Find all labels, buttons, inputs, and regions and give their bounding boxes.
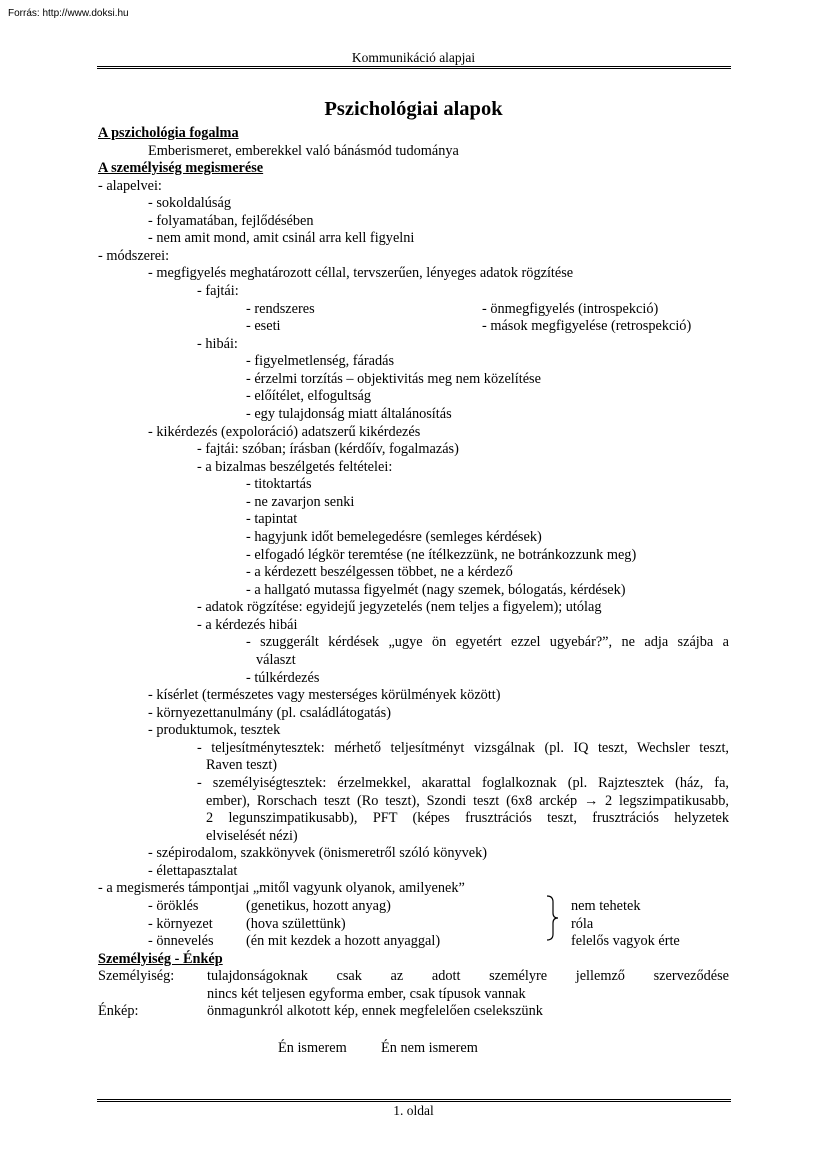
definition-text: Emberismeret, emberekkel való bánásmód tudománya — [148, 143, 459, 159]
list-item: - figyelmetlenség, fáradás — [246, 353, 395, 369]
list-item: - adatok rögzítése: egyidejű jegyzetelés (nem teljes a figyelem); utólag — [197, 599, 602, 615]
page-title: Pszichológiai alapok — [324, 98, 503, 120]
list-item: - sokoldalúság — [148, 195, 231, 211]
list-item: - tapintat — [246, 511, 298, 527]
list-item: - érzelmi torzítás – objektivitás meg nem közelítése — [246, 371, 541, 387]
factor-desc: (genetikus, hozott anyag) — [246, 898, 391, 914]
list-item-continued: elviselését nézi) — [206, 828, 298, 844]
list-item: - eseti — [246, 318, 281, 334]
list-item: - a kérdezett beszélgessen többet, ne a kérdező — [246, 564, 513, 580]
list-item: - személyiségtesztek: érzelmekkel, akarattal foglalkoznak (pl. Rajztesztek (ház, fa, — [197, 775, 729, 791]
johari-label: Én ismerem — [278, 1040, 347, 1056]
list-item: - a kérdezés hibái — [197, 617, 298, 633]
list-item: - alapelvei: — [98, 178, 162, 194]
section-heading: A pszichológia fogalma — [98, 125, 239, 141]
list-item: - önmegfigyelés (introspekció) — [482, 301, 659, 317]
list-item: - rendszeres — [246, 301, 315, 317]
list-item: - a bizalmas beszélgetés feltételei: — [197, 459, 393, 475]
term-definition-continued: nincs két teljesen egyforma ember, csak típusok vannak — [207, 986, 526, 1002]
list-item: - teljesítménytesztek: mérhető teljesítményt vizsgálnak (pl. IQ teszt, Wechsler teszt, — [197, 740, 729, 756]
section-heading: Személyiség - Énkép — [98, 951, 223, 967]
factor-desc: (hova születtünk) — [246, 916, 346, 932]
factor-note: nem tehetek — [571, 898, 641, 914]
list-item-continued: 2 legunszimpatikusabb), PFT (képes frusztrációs teszt, frusztrációs helyzetek — [206, 810, 729, 826]
list-item-continued: Raven teszt) — [206, 757, 278, 773]
johari-label: Én nem ismerem — [381, 1040, 478, 1056]
list-item: - ne zavarjon senki — [246, 494, 355, 510]
list-item: - egy tulajdonság miatt általánosítás — [246, 406, 452, 422]
list-item: - fajtái: szóban; írásban (kérdőív, fogalmazás) — [197, 441, 459, 457]
page-number: 1. oldal — [393, 1103, 434, 1118]
list-item: - szépirodalom, szakkönyvek (önismeretről szóló könyvek) — [148, 845, 488, 861]
list-item: - kísérlet (természetes vagy mesterséges körülmények között) — [148, 687, 501, 703]
source-note: Forrás: http://www.doksi.hu — [8, 8, 129, 19]
term-label: Személyiség: — [98, 968, 175, 984]
factor-name: - környezet — [148, 916, 213, 932]
list-item: - hagyjunk időt bemelegedésre (semleges kérdések) — [246, 529, 542, 545]
section-heading: A személyiség megismerése — [98, 160, 264, 176]
right-brace-icon — [544, 895, 560, 941]
list-item: - környezettanulmány (pl. családlátogatás) — [148, 705, 391, 721]
running-header: Kommunikáció alapjai — [351, 50, 476, 65]
list-item: - mások megfigyelése (retrospekció) — [482, 318, 692, 334]
factor-name: - öröklés — [148, 898, 199, 914]
list-item: - élettapasztalat — [148, 863, 238, 879]
list-item: - titoktartás — [246, 476, 312, 492]
term-label: Énkép: — [98, 1003, 139, 1019]
factor-desc: (én mit kezdek a hozott anyaggal) — [246, 933, 441, 949]
list-item-continued: ember), Rorschach teszt (Ro teszt), Szondi teszt (6x8 arckép → 2 legszimpatikusabb, — [206, 793, 729, 809]
factor-note: felelős vagyok érte — [571, 933, 680, 949]
list-item: - elfogadó légkör teremtése (ne ítélkezzünk, ne botránkozzunk meg) — [246, 547, 637, 563]
footer-rule — [97, 1099, 731, 1102]
list-item: - a megismerés támpontjai „mitől vagyunk olyanok, amilyenek” — [98, 880, 465, 896]
list-item: - folyamatában, fejlődésében — [148, 213, 314, 229]
factor-name: - önnevelés — [148, 933, 214, 949]
list-item: - fajtái: — [197, 283, 239, 299]
header-rule — [97, 66, 731, 69]
term-definition: önmagunkról alkotott kép, ennek megfelelően cselekszünk — [207, 1003, 543, 1019]
term-definition: tulajdonságoknak csak az adott személyre jellemző szerveződése — [207, 968, 729, 984]
list-item: - megfigyelés meghatározott céllal, tervszerűen, lényeges adatok rögzítése — [148, 265, 574, 281]
list-item: - nem amit mond, amit csinál arra kell figyelni — [148, 230, 415, 246]
list-item: - produktumok, tesztek — [148, 722, 281, 738]
list-item: - hibái: — [197, 336, 238, 352]
list-item: - szuggerált kérdések „ugye ön egyetért ezzel ugyebár?”, ne adja szájba a — [246, 634, 729, 650]
factor-note: róla — [571, 916, 594, 932]
list-item: - előítélet, elfogultság — [246, 388, 372, 404]
list-item: - módszerei: — [98, 248, 170, 264]
list-item: - kikérdezés (expoloráció) adatszerű kikérdezés — [148, 424, 421, 440]
list-item-continued: választ — [256, 652, 296, 668]
list-item: - a hallgató mutassa figyelmét (nagy szemek, bólogatás, kérdések) — [246, 582, 626, 598]
list-item: - túlkérdezés — [246, 670, 320, 686]
